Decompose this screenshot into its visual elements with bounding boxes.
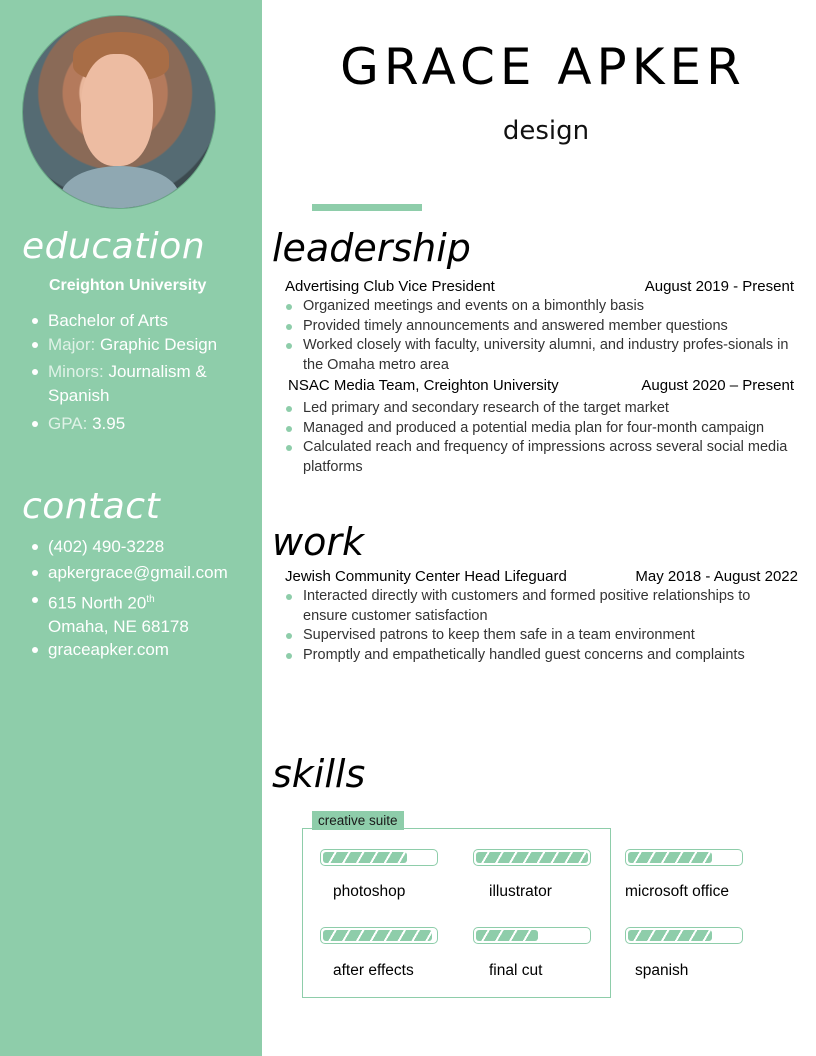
contact-phone[interactable]: (402) 490-3228: [30, 535, 228, 558]
skill-meter: [320, 849, 438, 866]
list-item: Led primary and secondary research of the target market: [285, 399, 805, 419]
skill-meter: [625, 927, 743, 944]
skill-name: final cut: [489, 962, 543, 979]
school-name: Creighton University: [49, 277, 207, 294]
skills-group-label: creative suite: [312, 811, 404, 830]
skill-meter: [473, 927, 591, 944]
job-title: NSAC Media Team, Creighton University: [288, 377, 559, 394]
list-item: Interacted directly with customers and formed positive relationships to ensure customer satisfaction: [285, 587, 797, 626]
education-item: Bachelor of Arts: [30, 309, 245, 333]
work-heading: work: [272, 520, 364, 564]
job-dates: May 2018 - August 2022: [635, 568, 798, 585]
profile-photo: [22, 15, 216, 209]
list-item: Provided timely announcements and answered member questions: [285, 317, 790, 337]
contact-address: 615 North 20th Omaha, NE 68178: [30, 588, 228, 638]
accent-divider: [312, 204, 422, 211]
job-dates: August 2020 – Present: [641, 377, 794, 394]
education-heading: education: [22, 226, 206, 267]
skill-meter-fill: [323, 852, 407, 863]
job-heading: [285, 568, 798, 585]
job-heading: [285, 278, 794, 295]
education-item: GPA: 3.95: [30, 412, 245, 436]
job-heading: [288, 377, 794, 394]
skill-name: after effects: [333, 962, 414, 979]
skill-meter-fill: [476, 852, 588, 863]
job-title: Jewish Community Center Head Lifeguard: [285, 568, 567, 585]
contact-heading: contact: [22, 486, 161, 527]
skill-meter: [473, 849, 591, 866]
education-list: [30, 309, 245, 436]
education-item: Major: Graphic Design: [30, 333, 245, 357]
skill-name: microsoft office: [625, 883, 729, 900]
skill-meter: [625, 849, 743, 866]
skill-name: spanish: [635, 962, 689, 979]
skill-meter-fill: [323, 930, 432, 941]
skills-heading: skills: [272, 752, 366, 796]
candidate-name: GRACE APKER: [340, 38, 746, 96]
contact-list: [30, 535, 228, 661]
candidate-subtitle: design: [502, 116, 590, 146]
skill-meter-fill: [628, 930, 712, 941]
skill-meter-fill: [476, 930, 538, 941]
list-item: Promptly and empathetically handled guest concerns and complaints: [285, 646, 797, 666]
list-item: Calculated reach and frequency of impressions across several social media platforms: [285, 438, 805, 477]
contact-website[interactable]: graceapker.com: [30, 638, 228, 661]
skill-name: illustrator: [489, 883, 552, 900]
job-bullets: [285, 587, 797, 665]
skill-meter: [320, 927, 438, 944]
contact-email[interactable]: apkergrace@gmail.com: [30, 561, 228, 584]
list-item: Worked closely with faculty, university alumni, and industry profes-sionals in the Omaha metro area: [285, 336, 790, 375]
job-bullets: [285, 399, 805, 477]
education-item: Minors: Journalism & Spanish: [30, 360, 245, 408]
job-title: Advertising Club Vice President: [285, 278, 495, 295]
skill-name: photoshop: [333, 883, 406, 900]
list-item: Supervised patrons to keep them safe in a team environment: [285, 626, 797, 646]
skill-meter-fill: [628, 852, 712, 863]
job-dates: August 2019 - Present: [644, 278, 794, 295]
job-bullets: [285, 297, 790, 375]
leadership-heading: leadership: [272, 226, 471, 270]
list-item: Managed and produced a potential media plan for four-month campaign: [285, 419, 805, 439]
list-item: Organized meetings and events on a bimonthly basis: [285, 297, 790, 317]
